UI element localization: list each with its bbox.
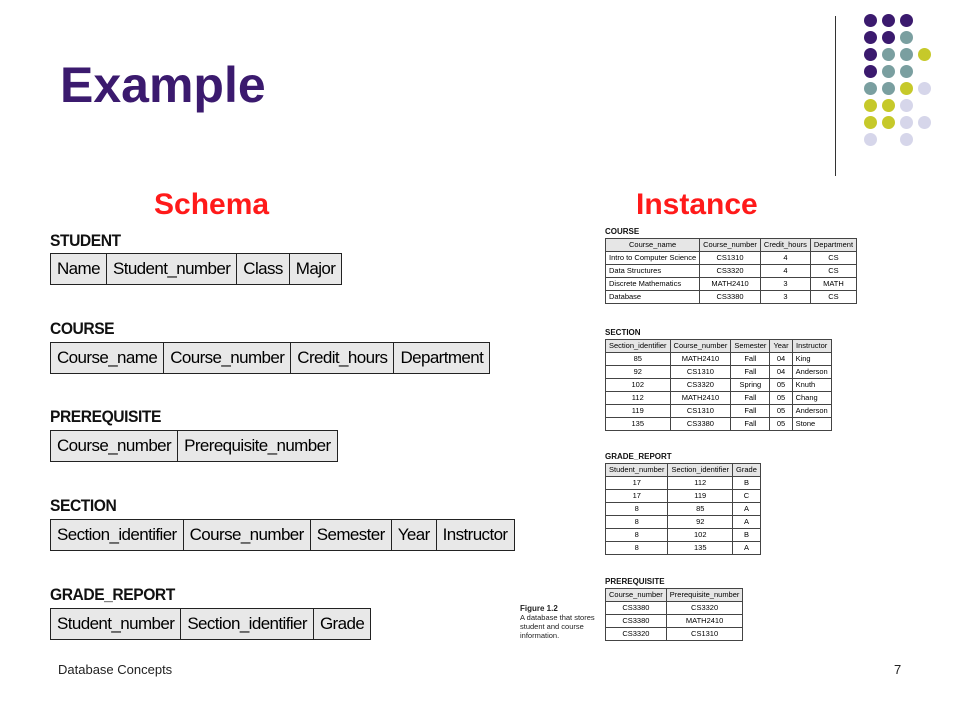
column-header: Section_identifier <box>606 340 671 353</box>
table-cell: 3 <box>760 291 810 304</box>
table-row <box>606 418 832 431</box>
table-row <box>606 366 832 379</box>
decorative-dot <box>900 48 913 61</box>
instance-label-section: SECTION <box>605 328 641 337</box>
table-row <box>606 278 857 291</box>
schema-cell: Major <box>295 259 336 278</box>
table-cell: 4 <box>760 252 810 265</box>
table-header-row <box>606 340 832 353</box>
schema-cell: Name <box>51 254 107 284</box>
decorative-dot <box>864 116 877 129</box>
table-cell: 17 <box>606 477 668 490</box>
instance-table-grade-report <box>605 463 761 555</box>
table-cell: 05 <box>770 405 792 418</box>
table-row <box>606 291 857 304</box>
table-row <box>606 490 761 503</box>
column-header: Instructor <box>792 340 831 353</box>
table-cell: A <box>733 542 761 555</box>
table-cell: 102 <box>668 529 733 542</box>
instance-label-prerequisite: PREREQUISITE <box>605 577 665 586</box>
table-cell: Fall <box>731 366 770 379</box>
table-cell: CS <box>810 252 856 265</box>
table-cell: 8 <box>606 529 668 542</box>
schema-cell: Section_identifier <box>51 520 184 550</box>
table-row <box>606 379 832 392</box>
slide-number: 7 <box>894 662 902 677</box>
schema-cell: Instructor <box>442 525 508 544</box>
instance-table-prerequisite <box>605 588 743 641</box>
table-cell: Fall <box>731 405 770 418</box>
column-header: Course_number <box>670 340 731 353</box>
table-cell: Discrete Mathematics <box>606 278 700 291</box>
table-row <box>606 252 857 265</box>
decorative-dot <box>864 133 877 146</box>
table-cell: Database <box>606 291 700 304</box>
table-cell: CS <box>810 265 856 278</box>
schema-label-prerequisite: PREREQUISITE <box>50 407 161 426</box>
table-cell: MATH2410 <box>670 353 731 366</box>
slide-title: Example <box>60 57 266 113</box>
schema-cell: Prerequisite_number <box>184 436 331 455</box>
column-header: Student_number <box>606 464 668 477</box>
decorative-dot <box>882 14 895 27</box>
table-cell: MATH2410 <box>670 392 731 405</box>
table-row <box>606 615 743 628</box>
table-cell: Stone <box>792 418 831 431</box>
table-cell: A <box>733 516 761 529</box>
column-header: Credit_hours <box>760 239 810 252</box>
schema-cell: Course_number <box>51 431 178 461</box>
table-cell: Fall <box>731 418 770 431</box>
table-cell: Knuth <box>792 379 831 392</box>
decorative-dot <box>900 133 913 146</box>
table-cell: 135 <box>668 542 733 555</box>
table-cell: 92 <box>606 366 671 379</box>
table-cell: 92 <box>668 516 733 529</box>
table-cell: 04 <box>770 366 792 379</box>
footer-course-name: Database Concepts <box>58 662 173 677</box>
schema-row-course <box>50 342 490 374</box>
decorative-dot <box>864 14 877 27</box>
table-cell: 4 <box>760 265 810 278</box>
table-cell: 112 <box>606 392 671 405</box>
decorative-dot <box>882 99 895 112</box>
table-cell: A <box>733 503 761 516</box>
table-cell: Spring <box>731 379 770 392</box>
table-cell: MATH2410 <box>666 615 743 628</box>
table-row <box>606 516 761 529</box>
decorative-dot <box>882 116 895 129</box>
table-row <box>606 503 761 516</box>
schema-cell: Class <box>237 254 290 284</box>
table-cell: Chang <box>792 392 831 405</box>
figure-caption-title: Figure 1.2 <box>520 604 558 613</box>
decorative-dot <box>864 31 877 44</box>
column-header: Department <box>810 239 856 252</box>
table-header-row <box>606 239 857 252</box>
figure-caption-text: A database that stores student and course information. <box>520 613 595 640</box>
decorative-dot <box>900 99 913 112</box>
decorative-dot <box>882 65 895 78</box>
decorative-dot <box>918 82 931 95</box>
table-cell: 102 <box>606 379 671 392</box>
decorative-dot <box>864 99 877 112</box>
instance-label-course: COURSE <box>605 227 640 236</box>
table-cell: CS3380 <box>606 602 667 615</box>
table-row <box>606 353 832 366</box>
decorative-dot <box>900 31 913 44</box>
decorative-dot <box>900 116 913 129</box>
table-cell: CS3320 <box>666 602 743 615</box>
table-cell: CS3380 <box>606 615 667 628</box>
schema-cell: Department <box>400 348 484 367</box>
instance-table-course <box>605 238 857 304</box>
table-row <box>606 392 832 405</box>
schema-cell: Credit_hours <box>291 343 394 373</box>
schema-label-section: SECTION <box>50 496 117 515</box>
schema-heading: Schema <box>154 188 270 221</box>
table-cell: MATH2410 <box>700 278 761 291</box>
table-cell: 85 <box>606 353 671 366</box>
schema-row-student <box>50 253 342 285</box>
table-cell: CS1310 <box>666 628 743 641</box>
table-cell: 17 <box>606 490 668 503</box>
table-cell: CS1310 <box>670 405 731 418</box>
table-row <box>606 477 761 490</box>
table-cell: CS1310 <box>670 366 731 379</box>
decorative-dot <box>900 82 913 95</box>
column-header: Course_number <box>700 239 761 252</box>
schema-cell: Student_number <box>107 254 237 284</box>
table-cell: 112 <box>668 477 733 490</box>
table-cell: Anderson <box>792 405 831 418</box>
table-cell: Data Structures <box>606 265 700 278</box>
decorative-dot <box>900 14 913 27</box>
column-header: Section_identifier <box>668 464 733 477</box>
table-cell: CS3320 <box>606 628 667 641</box>
table-cell: Fall <box>731 353 770 366</box>
table-cell: MATH <box>810 278 856 291</box>
column-header: Year <box>770 340 792 353</box>
table-header-row <box>606 464 761 477</box>
decorative-dot <box>864 82 877 95</box>
decorative-dot <box>882 31 895 44</box>
schema-cell: Grade <box>319 614 365 633</box>
table-cell: 05 <box>770 392 792 405</box>
table-cell: 3 <box>760 278 810 291</box>
table-row <box>606 405 832 418</box>
table-row <box>606 265 857 278</box>
table-row <box>606 602 743 615</box>
schema-row-prerequisite <box>50 430 338 462</box>
table-cell: 135 <box>606 418 671 431</box>
table-cell: 85 <box>668 503 733 516</box>
table-cell: B <box>733 477 761 490</box>
table-cell: King <box>792 353 831 366</box>
schema-cell: Course_number <box>184 520 311 550</box>
column-header: Prerequisite_number <box>666 589 743 602</box>
table-cell: 119 <box>668 490 733 503</box>
schema-row-grade-report <box>50 608 371 640</box>
column-header: Semester <box>731 340 770 353</box>
instance-heading: Instance <box>636 188 758 221</box>
column-header: Grade <box>733 464 761 477</box>
decorative-dot <box>918 116 931 129</box>
table-row <box>606 542 761 555</box>
schema-cell: Semester <box>311 520 392 550</box>
table-cell: CS1310 <box>700 252 761 265</box>
schema-cell: Section_identifier <box>181 609 314 639</box>
instance-table-section <box>605 339 832 431</box>
table-cell: B <box>733 529 761 542</box>
table-cell: CS3380 <box>700 291 761 304</box>
schema-cell: Year <box>392 520 437 550</box>
table-cell: 119 <box>606 405 671 418</box>
table-cell: CS <box>810 291 856 304</box>
table-cell: 8 <box>606 542 668 555</box>
table-cell: CS3320 <box>700 265 761 278</box>
schema-cell: Course_number <box>164 343 291 373</box>
decorative-dot <box>864 65 877 78</box>
figure-caption <box>520 604 606 640</box>
schema-row-section <box>50 519 515 551</box>
table-cell: Intro to Computer Science <box>606 252 700 265</box>
schema-label-course: COURSE <box>50 319 115 338</box>
schema-cell: Student_number <box>51 609 181 639</box>
decorative-dot-grid <box>852 14 946 154</box>
decorative-dot <box>882 48 895 61</box>
schema-cell: Course_name <box>51 343 164 373</box>
table-row <box>606 628 743 641</box>
table-cell: C <box>733 490 761 503</box>
decorative-dot <box>900 65 913 78</box>
divider-line <box>835 16 836 176</box>
table-header-row <box>606 589 743 602</box>
column-header: Course_number <box>606 589 667 602</box>
table-cell: CS3380 <box>670 418 731 431</box>
table-cell: 04 <box>770 353 792 366</box>
table-cell: Fall <box>731 392 770 405</box>
column-header: Course_name <box>606 239 700 252</box>
decorative-dot <box>918 48 931 61</box>
table-cell: Anderson <box>792 366 831 379</box>
instance-label-grade-report: GRADE_REPORT <box>605 452 672 461</box>
table-cell: 8 <box>606 516 668 529</box>
schema-label-student: STUDENT <box>50 231 121 250</box>
table-row <box>606 529 761 542</box>
table-cell: 05 <box>770 418 792 431</box>
schema-label-grade-report: GRADE_REPORT <box>50 585 175 604</box>
table-cell: CS3320 <box>670 379 731 392</box>
decorative-dot <box>882 82 895 95</box>
table-cell: 05 <box>770 379 792 392</box>
decorative-dot <box>864 48 877 61</box>
table-cell: 8 <box>606 503 668 516</box>
